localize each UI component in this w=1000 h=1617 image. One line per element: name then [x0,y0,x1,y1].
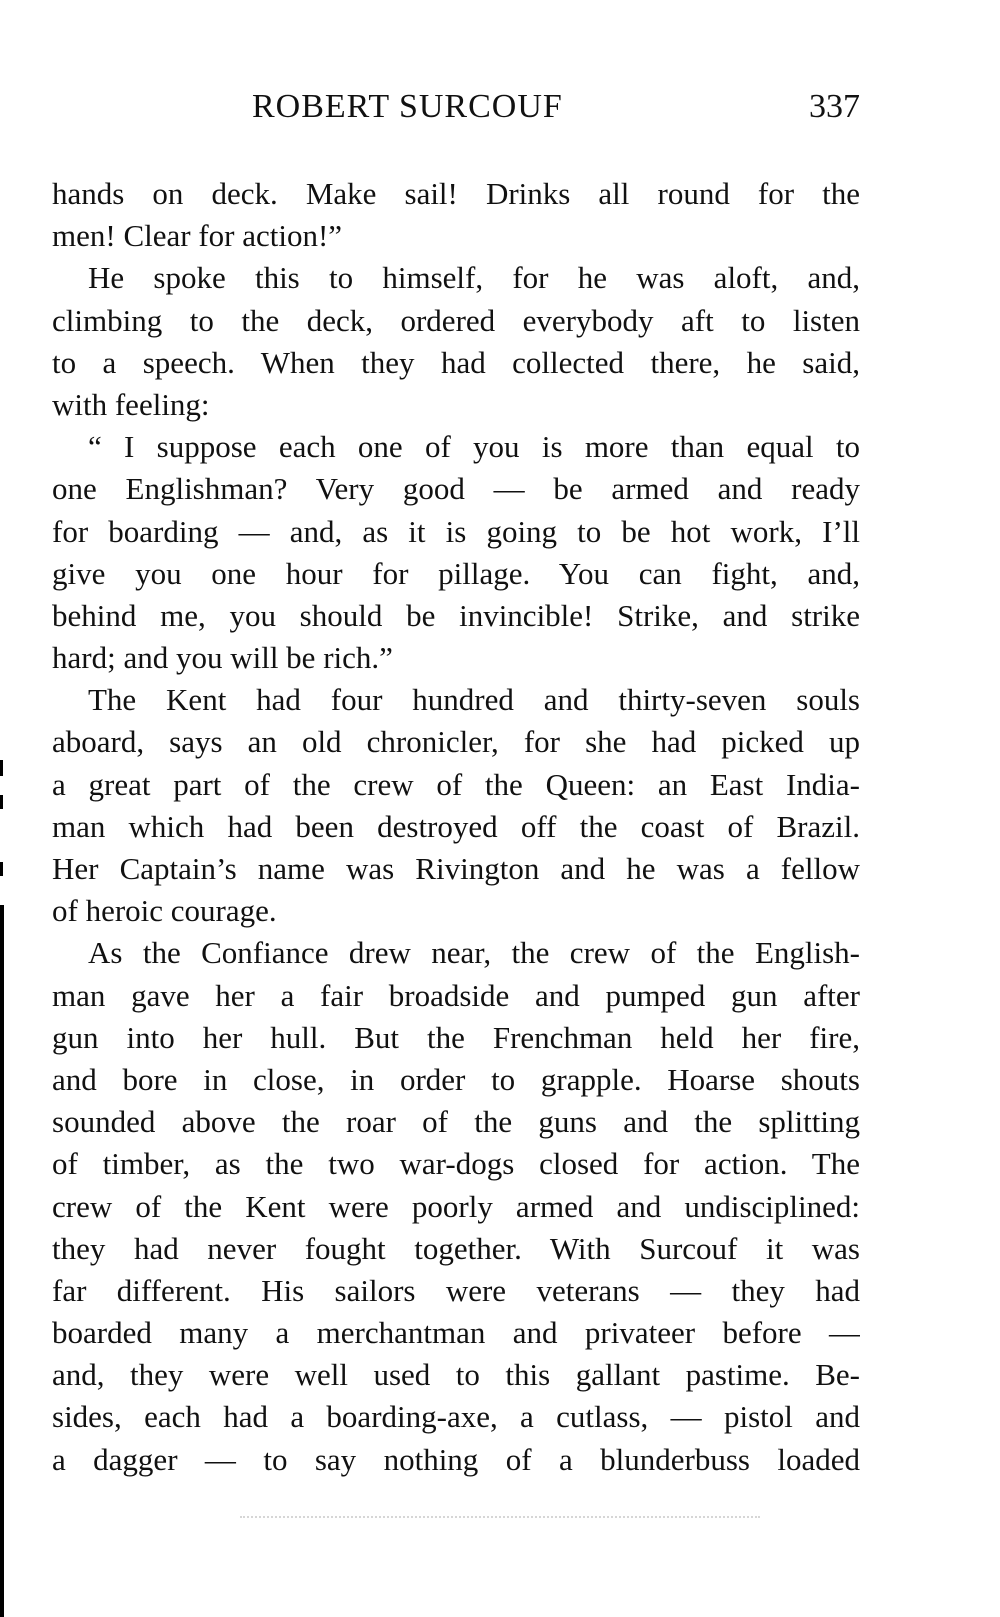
text-line: man which had been destroyed off the coast of Brazil. [52,808,860,844]
text-line: give you one hour for pillage. You can fight, and, [52,555,860,591]
text-line: a great part of the crew of the Queen: an East India- [52,766,860,802]
text-line: for boarding — and, as it is going to be hot work, I’ll [52,513,860,549]
text-line: to a speech. When they had collected there, he said, [52,344,860,380]
text-line: hands on deck. Make sail! Drinks all round for the [52,176,860,211]
text-line: Her Captain’s name was Rivington and he was a fellow [52,851,860,886]
running-title: ROBERT SURCOUF [252,88,563,125]
text-line: As the Confiance drew near, the crew of the English- [88,935,860,971]
scan-speckle [240,1516,760,1524]
text-line: of timber, as the two war-dogs closed for action. The [52,1146,860,1182]
text-line: with feeling: [52,386,210,422]
text-line: sounded above the roar of the guns and the splitting [52,1104,860,1140]
text-line: hard; and you will be rich.” [52,640,393,676]
text-line: man gave her a fair broadside and pumped gun after [52,977,860,1013]
text-line: and, they were well used to this gallant pastime. Be- [52,1357,860,1393]
text-line: crew of the Kent were poorly armed and undisciplined: [52,1188,860,1224]
text-line: boarded many a merchantman and privateer before — [52,1315,860,1351]
text-line: sides, each had a boarding-axe, a cutlass, — pistol and [52,1399,860,1435]
text-line: behind me, you should be invincible! Strike, and strike [52,597,860,633]
page-edge-mark [0,862,3,876]
text-line: of heroic courage. [52,893,277,929]
running-head [52,88,860,138]
text-line: gun into her hull. But the Frenchman held her fire, [52,1019,860,1055]
text-line: He spoke this to himself, for he was aloft, and, [88,260,860,296]
page-number: 337 [809,88,860,125]
text-line: they had never fought together. With Surcouf it was [52,1230,860,1266]
page-edge-mark [0,760,3,776]
text-line: men! Clear for action!” [52,218,343,254]
text-line: The Kent had four hundred and thirty-seven souls [88,682,860,718]
text-line: far different. His sailors were veterans — they had [52,1272,860,1308]
text-line: aboard, says an old chronicler, for she had picked up [52,724,860,760]
page-edge-mark [0,795,3,809]
body-text [52,173,860,1481]
text-line: and bore in close, in order to grapple. Hoarse shouts [52,1061,860,1097]
page-edge-shadow [0,905,4,1617]
text-line: “ I suppose each one of you is more than equal to [88,429,860,465]
text-line: climbing to the deck, ordered everybody aft to listen [52,302,860,338]
text-line: a dagger — to say nothing of a blunderbuss loaded [52,1441,860,1477]
text-line: one Englishman? Very good — be armed and ready [52,471,860,507]
